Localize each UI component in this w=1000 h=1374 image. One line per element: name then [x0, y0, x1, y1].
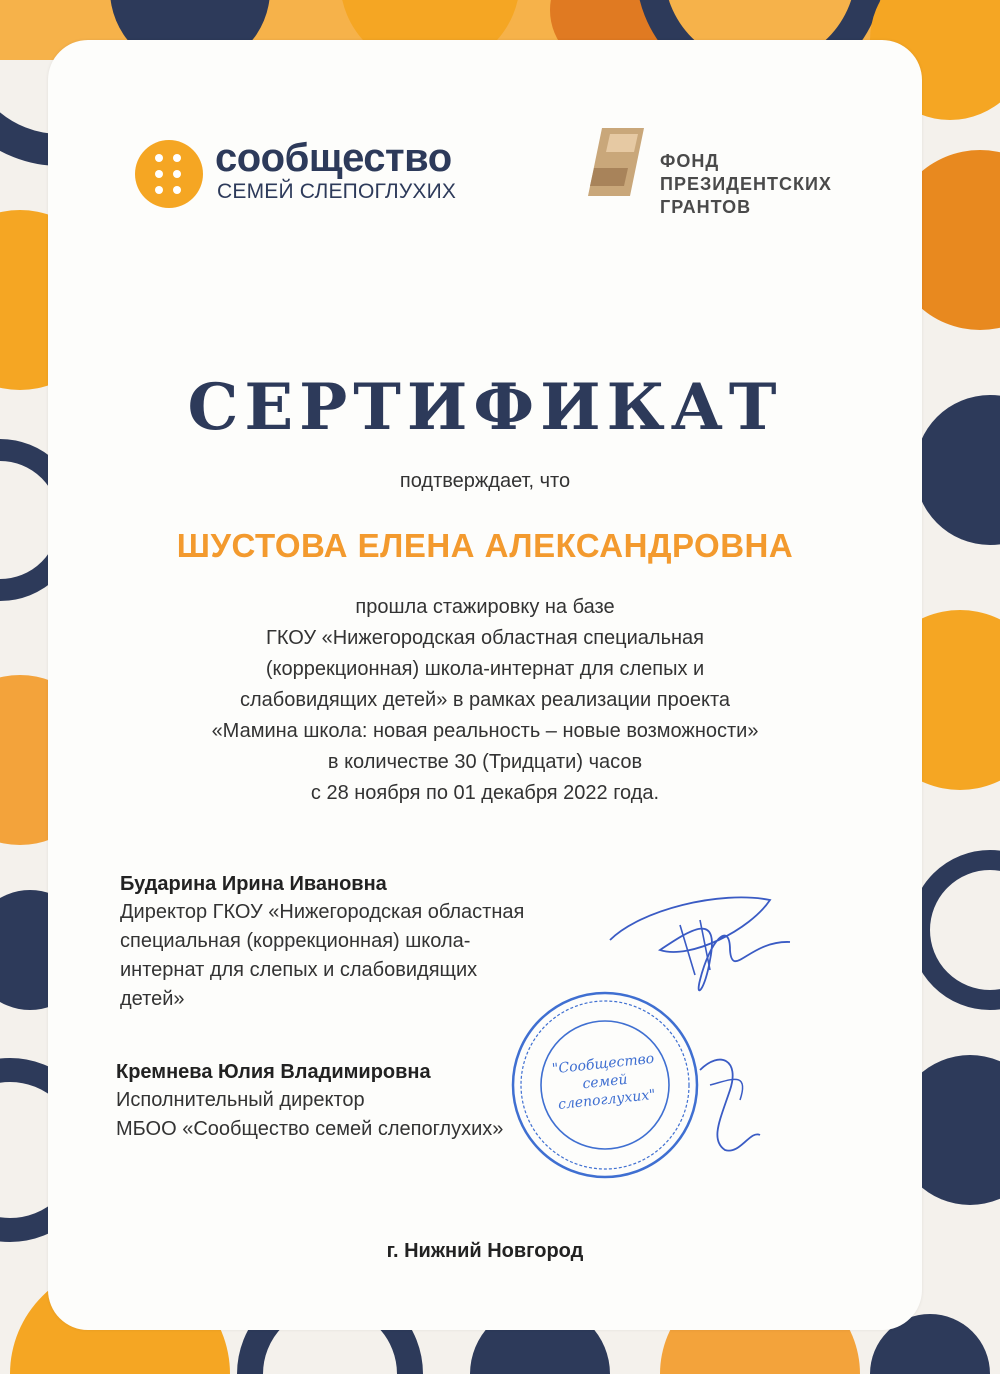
body-line: «Мамина школа: новая реальность – новые возможности»: [211, 720, 759, 742]
signatory-title-line: специальная (коррекционная) школа-: [120, 930, 471, 952]
stamp-line: семей: [581, 1071, 629, 1093]
body-line: (коррекционная) школа-интернат для слепых и: [265, 658, 705, 680]
signatory-title-line: интернат для слепых и слабовидящих: [120, 959, 478, 981]
official-stamp: [505, 985, 705, 1185]
certificate-body: [100, 592, 870, 809]
logo-title: сообщество: [215, 136, 452, 180]
confirms-text: подтверждает, что: [399, 470, 571, 492]
city-name: г. Нижний Новгород: [386, 1240, 584, 1262]
fund-name-line: ПРЕЗИДЕНТСКИХ: [660, 174, 832, 194]
signatory-title-line: Директор ГКОУ «Нижегородская областная: [120, 901, 525, 923]
fund-name: [660, 150, 832, 219]
handwritten-signature-2: [680, 1040, 780, 1160]
stamp-line: "Сообщество: [551, 1050, 655, 1078]
certificate-title: СЕРТИФИКАТ: [187, 370, 783, 445]
signatory-name: Кремнева Юлия Владимировна: [116, 1061, 431, 1083]
signatory-name: Бударина Ирина Ивановна: [120, 873, 387, 895]
stamp-line: слепоглухих": [557, 1086, 657, 1113]
grant-fund-emblem-icon: [580, 124, 650, 204]
body-line: прошла стажировку на базе: [355, 596, 615, 618]
logo-subtitle: СЕМЕЙ СЛЕПОГЛУХИХ: [217, 180, 457, 203]
body-line: слабовидящих детей» в рамках реализации проекта: [239, 689, 731, 711]
body-line: в количестве 30 (Тридцати) часов: [327, 751, 643, 773]
signatory-title-line: МБОО «Сообщество семей слепоглухих»: [116, 1118, 504, 1140]
recipient-name: ШУСТОВА ЕЛЕНА АЛЕКСАНДРОВНА: [176, 527, 794, 564]
signatory-title-line: Исполнительный директор: [116, 1089, 365, 1111]
signatory-title-line: детей»: [120, 988, 185, 1010]
body-line: ГКОУ «Нижегородская областная специальная: [265, 627, 704, 649]
fund-name-line: ГРАНТОВ: [660, 197, 752, 217]
fund-name-line: ФОНД: [660, 151, 720, 171]
braille-dots-icon: [135, 140, 203, 208]
logo-deafblind-community: [135, 136, 495, 210]
logo-presidential-grants-fund: [580, 124, 880, 224]
body-line: с 28 ноября по 01 декабря 2022 года.: [310, 782, 660, 804]
